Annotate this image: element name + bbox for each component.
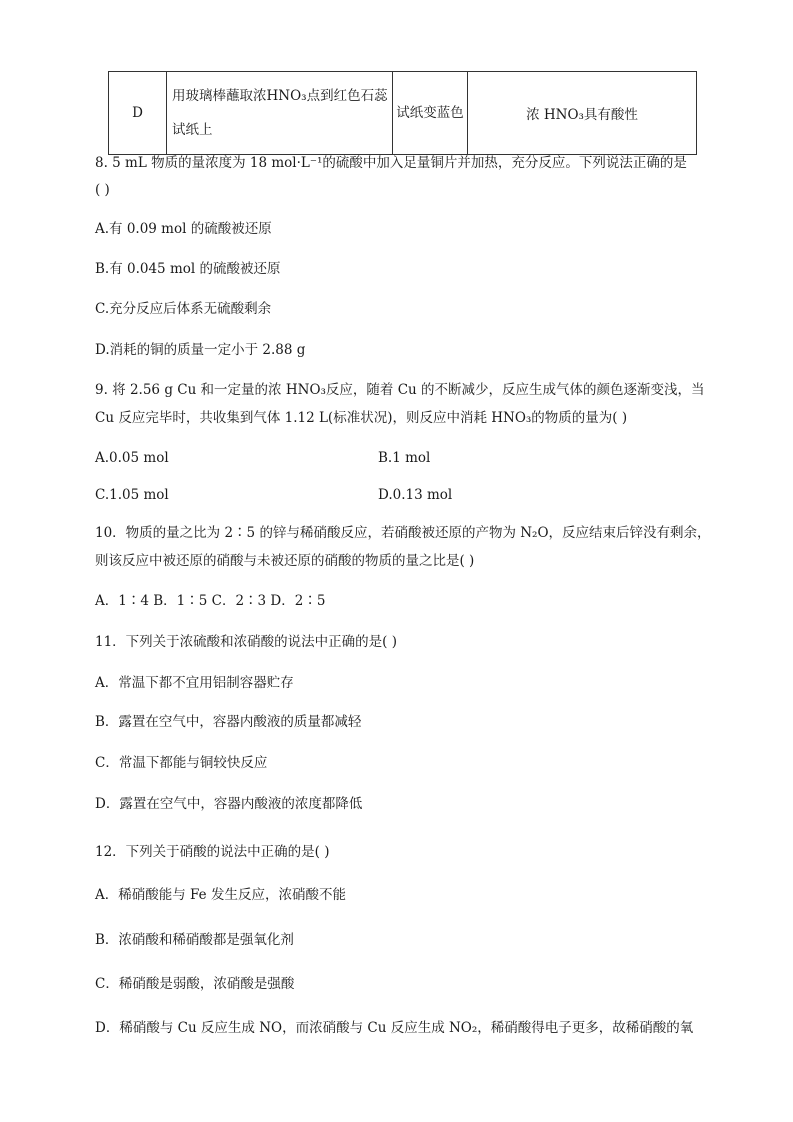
operation-cell: 用玻璃棒蘸取浓HNO₃点到红色石蕊试纸上	[167, 72, 393, 155]
q9-option-d: D.0.13 mol	[378, 487, 453, 503]
row-label: D	[109, 72, 167, 155]
q12-option-b: B．浓硝酸和稀硝酸都是强氧化剂	[95, 932, 294, 948]
q10-options: A．1∶4 B．1∶5 C．2∶3 D．2∶5	[95, 593, 326, 609]
q8-stem-line-1: 8. 5 mL 物质的量浓度为 18 mol·L⁻¹的硫酸中加入足量铜片并加热，充分反应。下列说法正确的是	[95, 155, 687, 171]
phenomenon-cell: 试纸变蓝色	[393, 72, 468, 155]
q8-option-b: B.有 0.045 mol 的硫酸被还原	[95, 261, 281, 277]
q9-option-b: B.1 mol	[378, 450, 431, 466]
q12-stem: 12．下列关于硝酸的说法中正确的是( )	[95, 844, 330, 860]
q10-stem-line-1: 10．物质的量之比为 2∶5 的锌与稀硝酸反应，若硝酸被还原的产物为 N₂O，反应结束后锌没有剩余，	[95, 525, 711, 541]
experiment-table	[108, 71, 697, 155]
q9-stem-line-1: 9. 将 2.56 g Cu 和一定量的浓 HNO₃反应，随着 Cu 的不断减少，反应生成气体的颜色逐渐变浅，当	[95, 382, 705, 398]
q9-option-a: A.0.05 mol	[95, 450, 169, 466]
q8-option-d: D.消耗的铜的质量一定小于 2.88 g	[95, 342, 306, 358]
q8-option-a: A.有 0.09 mol 的硫酸被还原	[95, 221, 272, 237]
q12-option-a: A．稀硝酸能与 Fe 发生反应，浓硝酸不能	[95, 887, 346, 903]
q8-stem-line-2: ( )	[95, 182, 110, 198]
q11-option-b: B．露置在空气中，容器内酸液的质量都减轻	[95, 714, 362, 730]
q11-option-c: C．常温下都能与铜较快反应	[95, 755, 268, 771]
q10-stem-line-2: 则该反应中被还原的硝酸与未被还原的硝酸的物质的量之比是( )	[95, 553, 475, 569]
q12-option-d: D．稀硝酸与 Cu 反应生成 NO，而浓硝酸与 Cu 反应生成 NO₂，稀硝酸得电子更多，故稀硝酸的氧	[95, 1020, 694, 1036]
q11-option-d: D．露置在空气中，容器内酸液的浓度都降低	[95, 796, 363, 812]
conclusion-cell: 浓 HNO₃具有酸性	[468, 72, 697, 155]
q11-option-a: A．常温下都不宜用铝制容器贮存	[95, 675, 294, 691]
q11-stem: 11．下列关于浓硫酸和浓硝酸的说法中正确的是( )	[95, 634, 398, 650]
q9-stem-line-2: Cu 反应完毕时，共收集到气体 1.12 L(标准状况)，则反应中消耗 HNO₃的物质的量为( )	[95, 410, 628, 426]
q12-option-c: C．稀硝酸是弱酸，浓硝酸是强酸	[95, 976, 295, 992]
q9-option-c: C.1.05 mol	[95, 487, 169, 503]
q8-option-c: C.充分反应后体系无硫酸剩余	[95, 301, 272, 317]
table-row	[109, 72, 697, 155]
